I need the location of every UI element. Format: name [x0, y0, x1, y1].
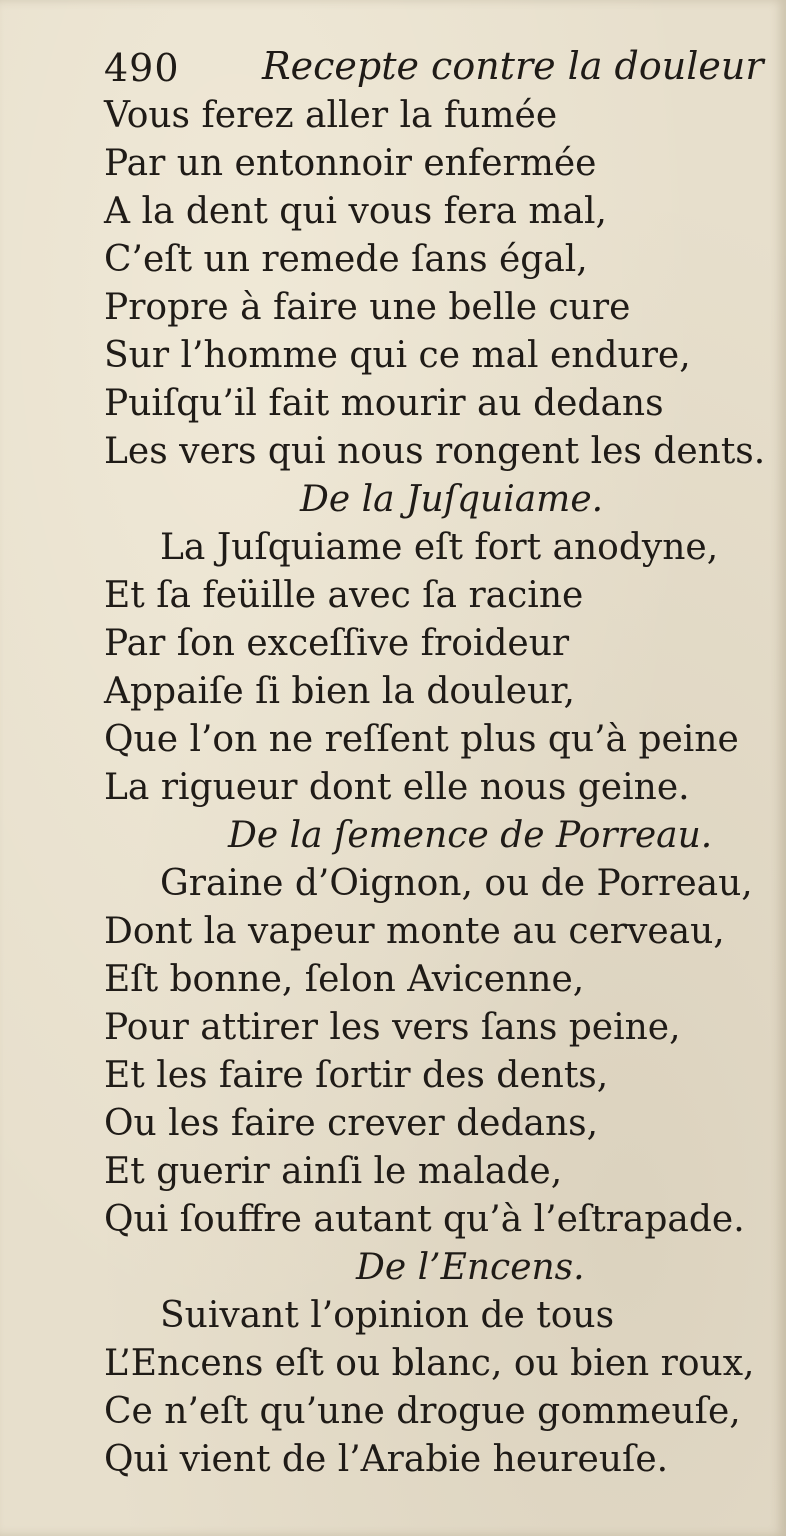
poem-text [104, 92, 764, 1484]
verse-line: Suivant l’opinion de tous [160, 1295, 615, 1336]
verse-line: Vous ferez aller la fumée [104, 95, 558, 136]
verse-line: A la dent qui vous fera mal, [104, 191, 607, 232]
page-header [104, 40, 764, 92]
verse-line: C’eſt un remede ſans égal, [104, 239, 588, 280]
verse-line: Que l’on ne reſſent plus qu’à peine [104, 719, 739, 760]
verse-line: Sur l’homme qui ce mal endure, [104, 335, 691, 376]
verse-line: Ce n’eſt qu’une drogue gommeuſe, [104, 1391, 741, 1432]
verse-line: Et ſa feüille avec ſa racine [104, 575, 584, 616]
verse-line: Et guerir ainſi le malade, [104, 1151, 563, 1192]
verse-line: Dont la vapeur monte au cerveau, [104, 911, 725, 952]
verse-line: Les vers qui nous rongent les dents. [104, 431, 766, 472]
verse-line: Par ſon exceſſive froideur [104, 623, 570, 664]
verse-line: La rigueur dont elle nous geine. [104, 767, 690, 808]
verse-line: Puiſqu’il fait mourir au dedans [104, 383, 664, 424]
verse-line: Qui vient de l’Arabie heureuſe. [104, 1439, 669, 1480]
section-heading-porreau: De la ſemence de Porreau. [228, 815, 713, 856]
section-heading-encens: De l’Encens. [356, 1247, 585, 1288]
verse-line: L’Encens eſt ou blanc, ou bien roux, [104, 1343, 755, 1384]
running-title: Recepte contre la douleur [262, 44, 764, 88]
verse-line: Propre à faire une belle cure [104, 287, 631, 328]
verse-line: Pour attirer les vers ſans peine, [104, 1007, 681, 1048]
section-heading-jusquiame: De la Juſquiame. [300, 479, 604, 520]
verse-line: Eſt bonne, ſelon Avicenne, [104, 959, 585, 1000]
verse-line: Par un entonnoir enfermée [104, 143, 597, 184]
verse-line: Appaiſe ſi bien la douleur, [104, 671, 575, 712]
verse-line: Ou les faire crever dedans, [104, 1103, 599, 1144]
verse-line: Graine d’Oignon, ou de Porreau, [160, 863, 753, 904]
verse-line: Et les faire ſortir des dents, [104, 1055, 609, 1096]
page-number: 490 [104, 46, 180, 90]
verse-line: La Juſquiame eſt fort anodyne, [160, 527, 719, 568]
verse-line: Qui ſouffre autant qu’à l’eſtrapade. [104, 1199, 745, 1240]
